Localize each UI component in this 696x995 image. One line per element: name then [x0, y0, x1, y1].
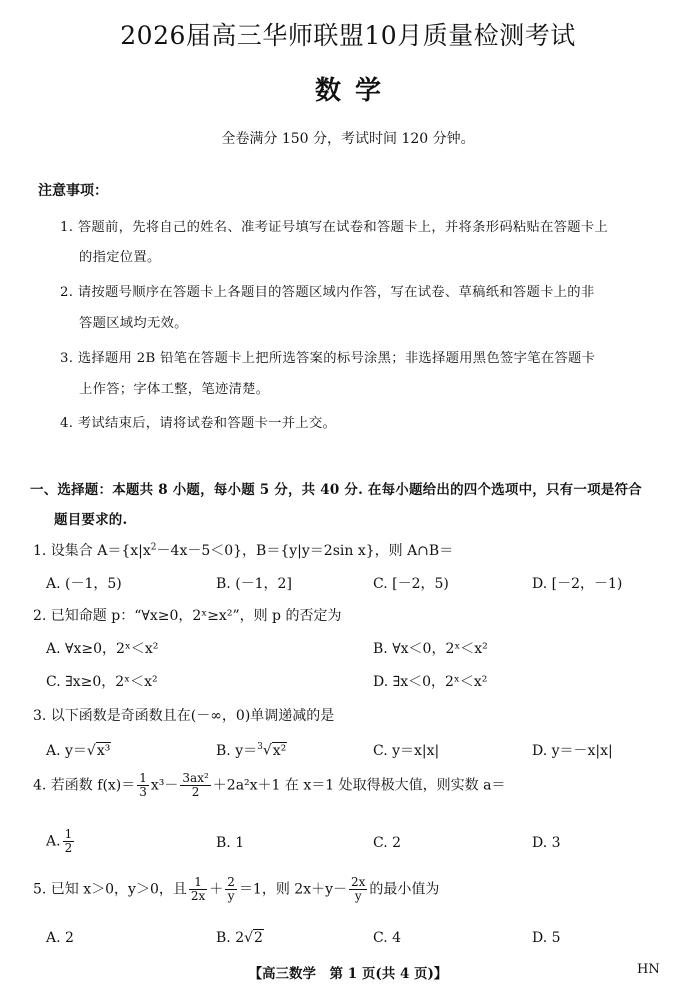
- q3-option-a: A. y＝√x³: [46, 743, 111, 759]
- fraction: $\frac{1}{3}$: [139, 771, 147, 799]
- q1-option-d: D. [－2，－1): [532, 576, 623, 592]
- fraction: $\frac{2}{y}$: [227, 875, 235, 903]
- page-footer: 【高三数学 第 1 页(共 4 页)】: [248, 966, 448, 982]
- notice-item-3: 3. 选择题用 2B 铅笔在答题卡上把所选答案的标号涂黑；非选择题用黑色签字笔在答题卡: [60, 351, 596, 366]
- fraction: $\frac{1}{2x}$: [190, 875, 206, 903]
- q3-option-c: C. y＝x|x|: [373, 743, 440, 759]
- q3-option-d: D. y＝－x|x|: [532, 743, 613, 759]
- fraction: $\frac{1}{2}$: [64, 827, 73, 855]
- q5-option-a: A. 2: [46, 930, 74, 946]
- section-heading-cont: 题目要求的.: [54, 512, 128, 528]
- q3-option-b: B. y＝$^3$√x²: [216, 742, 287, 759]
- subject-title: 数学: [314, 76, 395, 106]
- question-4-stem: 4. 若函数 f(x)＝ $\frac{1}{3}$ x³－ $\frac{\text{3ax²}}{2}$ ＋2a²x＋1 在 x＝1 处取得极大值，则实数 a＝: [33, 771, 506, 799]
- q2-option-d: D. ∃x＜0，2ˣ＜x²: [373, 674, 488, 690]
- q1-option-c: C. [－2，5): [373, 576, 449, 592]
- sqrt-symbol: √x³: [86, 743, 111, 759]
- q5-option-c: C. 4: [373, 930, 402, 946]
- notice-item-1: 1. 答题前，先将自己的姓名、准考证号填写在试卷和答题卡上，并将条形码粘贴在答题卡上: [60, 220, 609, 235]
- fraction: $\frac{2x}{y}$: [351, 875, 366, 903]
- fraction: $\frac{\text{3ax²}}{2}$: [182, 771, 209, 799]
- q1-option-b: B. (－1，2]: [216, 576, 292, 592]
- question-1-stem: 1. 设集合 $A=\{x|x^2-4x-5<0\}$，B＝{y|y＝2sin x}，则 A∩B＝: [33, 542, 454, 559]
- sqrt-symbol: √2: [244, 930, 263, 946]
- region-code: HN: [637, 962, 660, 977]
- cube-root-symbol: $^3$√x²: [257, 742, 287, 759]
- section-heading: 一、选择题：本题共 8 小题，每小题 5 分，共 40 分. 在每小题给出的四个选项中，只有一项是符合: [30, 482, 642, 498]
- question-2-stem: 2. 已知命题 p：“∀x≥0，2ˣ≥x²”，则 p 的否定为: [33, 608, 342, 624]
- q1-option-a: A. (－1，5): [46, 576, 122, 592]
- notice-item-1-cont: 的指定位置。: [79, 250, 161, 265]
- q5-option-b: B. 2√2: [216, 930, 263, 946]
- exam-title: 2026届高三华师联盟10月质量检测考试: [120, 21, 576, 50]
- q4-option-c: C. 2: [373, 835, 402, 851]
- notice-item-4: 4. 考试结束后，请将试卷和答题卡一并上交。: [60, 416, 337, 431]
- full-score-line: 全卷满分 150 分，考试时间 120 分钟。: [221, 131, 475, 147]
- question-3-stem: 3. 以下函数是奇函数且在(－∞，0)单调递减的是: [33, 708, 335, 724]
- q2-option-b: B. ∀x＜0，2ˣ＜x²: [373, 641, 488, 657]
- notice-item-2: 2. 请按题号顺序在答题卡上各题目的答题区域内作答，写在试卷、草稿纸和答题卡上的非: [60, 285, 595, 300]
- notice-item-2-cont: 答题区域均无效。: [79, 316, 188, 331]
- q4-option-b: B. 1: [216, 835, 245, 851]
- notice-heading: 注意事项：: [38, 183, 108, 199]
- q4-option-d: D. 3: [532, 835, 561, 851]
- q5-option-d: D. 5: [532, 930, 561, 946]
- q4-option-a: A. $\frac{1}{2}$: [46, 827, 73, 855]
- question-5-stem: 5. 已知 x＞0，y＞0，且 $\frac{1}{2x}$ ＋ $\frac{2}{y}$ ＝1，则 2x＋y－ $\frac{2x}{y}$ 的最小值为: [33, 875, 440, 903]
- notice-item-3-cont: 上作答；字体工整，笔迹清楚。: [79, 382, 270, 397]
- q2-option-c: C. ∃x≥0，2ˣ＜x²: [46, 674, 158, 690]
- q2-option-a: A. ∀x≥0，2ˣ＜x²: [46, 641, 159, 657]
